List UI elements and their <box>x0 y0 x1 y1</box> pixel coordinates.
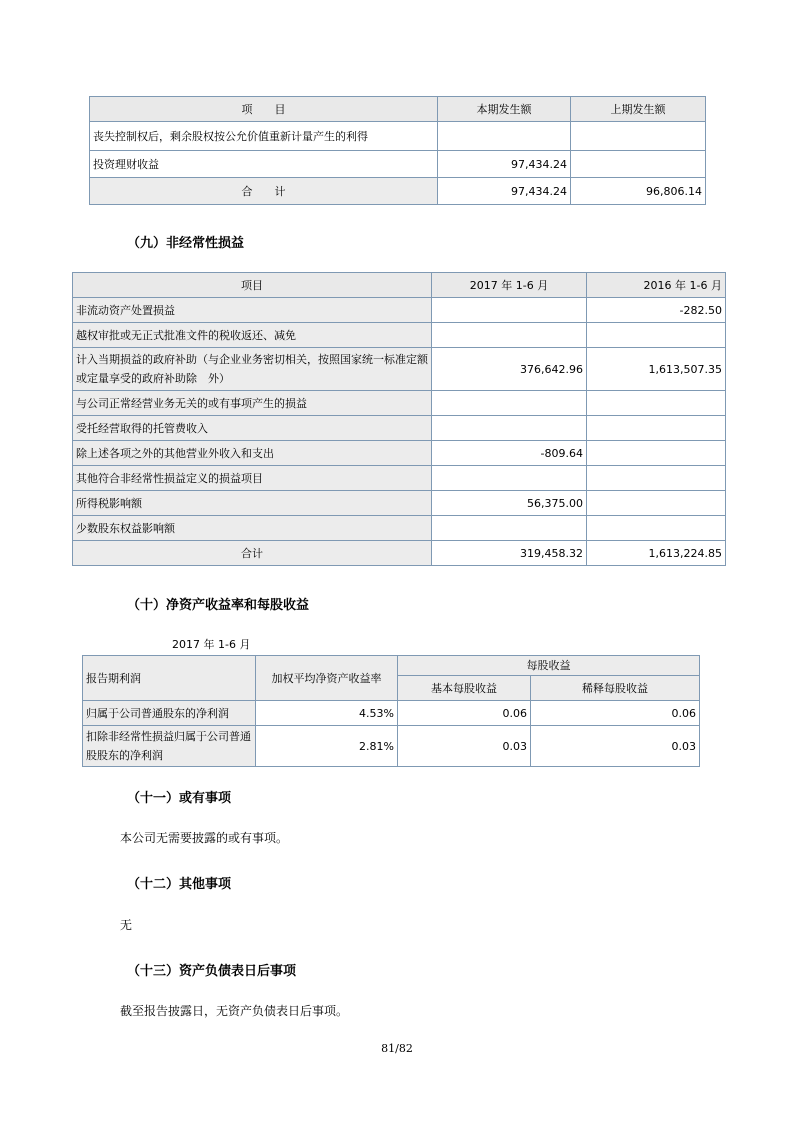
section-11-text: 本公司无需要披露的或有事项。 <box>120 831 289 845</box>
section-13-text: 截至报告披露日，无资产负债表日后事项。 <box>120 1004 349 1018</box>
header-current-period: 本期发生额 <box>438 97 571 122</box>
table-row <box>90 122 706 151</box>
page-number: 81/82 <box>381 1042 413 1055</box>
table-row <box>83 726 700 767</box>
header-item: 项 目 <box>90 97 438 122</box>
row-2017 <box>432 516 587 541</box>
section-12-heading: （十二）其他事项 <box>127 877 232 892</box>
row-basic-eps: 0.06 <box>398 701 531 726</box>
row-previous <box>571 122 706 151</box>
section-11-heading: （十一）或有事项 <box>127 791 232 806</box>
row-basic-eps: 0.03 <box>398 726 531 767</box>
row-label: 所得税影响额 <box>73 491 432 516</box>
table-row <box>73 516 726 541</box>
row-roe: 2.81% <box>256 726 398 767</box>
row-label: 投资理财收益 <box>90 151 438 178</box>
table-row <box>73 348 726 391</box>
period-label: 2017 年 1-6 月 <box>172 638 251 651</box>
table-row <box>73 298 726 323</box>
header-profit: 报告期利润 <box>83 656 256 701</box>
table-row <box>73 416 726 441</box>
row-label: 归属于公司普通股东的净利润 <box>83 701 256 726</box>
header-diluted-eps: 稀释每股收益 <box>531 676 700 701</box>
row-2017 <box>432 466 587 491</box>
row-previous <box>571 151 706 178</box>
row-label: 少数股东权益影响额 <box>73 516 432 541</box>
row-diluted-eps: 0.03 <box>531 726 700 767</box>
row-2016 <box>587 441 726 466</box>
row-label: 除上述各项之外的其他营业外收入和支出 <box>73 441 432 466</box>
row-2016: 1,613,507.35 <box>587 348 726 391</box>
row-label: 扣除非经常性损益归属于公司普通股股东的净利润 <box>83 726 256 767</box>
section-10-heading: （十）净资产收益率和每股收益 <box>127 598 310 613</box>
total-label: 合计 <box>73 541 432 566</box>
row-label: 计入当期损益的政府补助（与企业业务密切相关，按照国家统一标准定额或定量享受的政府补助除 外） <box>73 348 432 391</box>
non-recurring-gains-table <box>72 272 726 566</box>
table-header-row <box>90 97 706 122</box>
table-row <box>73 491 726 516</box>
header-eps: 每股收益 <box>398 656 700 676</box>
row-2016 <box>587 466 726 491</box>
table-row <box>73 466 726 491</box>
section-13-heading: （十三）资产负债表日后事项 <box>127 964 297 979</box>
row-2016 <box>587 491 726 516</box>
row-label: 与公司正常经营业务无关的或有事项产生的损益 <box>73 391 432 416</box>
section-9-heading: （九）非经常性损益 <box>127 236 245 251</box>
row-2016 <box>587 323 726 348</box>
row-2017 <box>432 391 587 416</box>
header-roe: 加权平均净资产收益率 <box>256 656 398 701</box>
total-row <box>73 541 726 566</box>
table-header-row <box>73 273 726 298</box>
section-12-text: 无 <box>120 918 133 932</box>
row-current <box>438 122 571 151</box>
header-2017: 2017 年 1-6 月 <box>432 273 587 298</box>
row-2016 <box>587 391 726 416</box>
total-previous: 96,806.14 <box>571 178 706 205</box>
header-previous-period: 上期发生额 <box>571 97 706 122</box>
row-label: 越权审批或无正式批准文件的税收返还、减免 <box>73 323 432 348</box>
row-2016 <box>587 516 726 541</box>
row-2017 <box>432 323 587 348</box>
header-item: 项目 <box>73 273 432 298</box>
header-basic-eps: 基本每股收益 <box>398 676 531 701</box>
row-2017 <box>432 416 587 441</box>
total-label: 合 计 <box>90 178 438 205</box>
table-row <box>83 701 700 726</box>
total-current: 97,434.24 <box>438 178 571 205</box>
table-row <box>90 151 706 178</box>
investment-income-table <box>89 96 706 205</box>
row-2017: 56,375.00 <box>432 491 587 516</box>
row-label: 丧失控制权后，剩余股权按公允价值重新计量产生的利得 <box>90 122 438 151</box>
roe-eps-table <box>82 655 700 767</box>
row-diluted-eps: 0.06 <box>531 701 700 726</box>
header-2016: 2016 年 1-6 月 <box>587 273 726 298</box>
table-row <box>73 441 726 466</box>
total-row <box>90 178 706 205</box>
total-2017: 319,458.32 <box>432 541 587 566</box>
row-2016 <box>587 416 726 441</box>
table-row <box>73 323 726 348</box>
table-header-row <box>83 656 700 676</box>
row-label: 其他符合非经常性损益定义的损益项目 <box>73 466 432 491</box>
row-label: 非流动资产处置损益 <box>73 298 432 323</box>
row-2017: 376,642.96 <box>432 348 587 391</box>
table-row <box>73 391 726 416</box>
row-2017: -809.64 <box>432 441 587 466</box>
row-current: 97,434.24 <box>438 151 571 178</box>
total-2016: 1,613,224.85 <box>587 541 726 566</box>
row-label: 受托经营取得的托管费收入 <box>73 416 432 441</box>
row-2017 <box>432 298 587 323</box>
row-roe: 4.53% <box>256 701 398 726</box>
row-2016: -282.50 <box>587 298 726 323</box>
